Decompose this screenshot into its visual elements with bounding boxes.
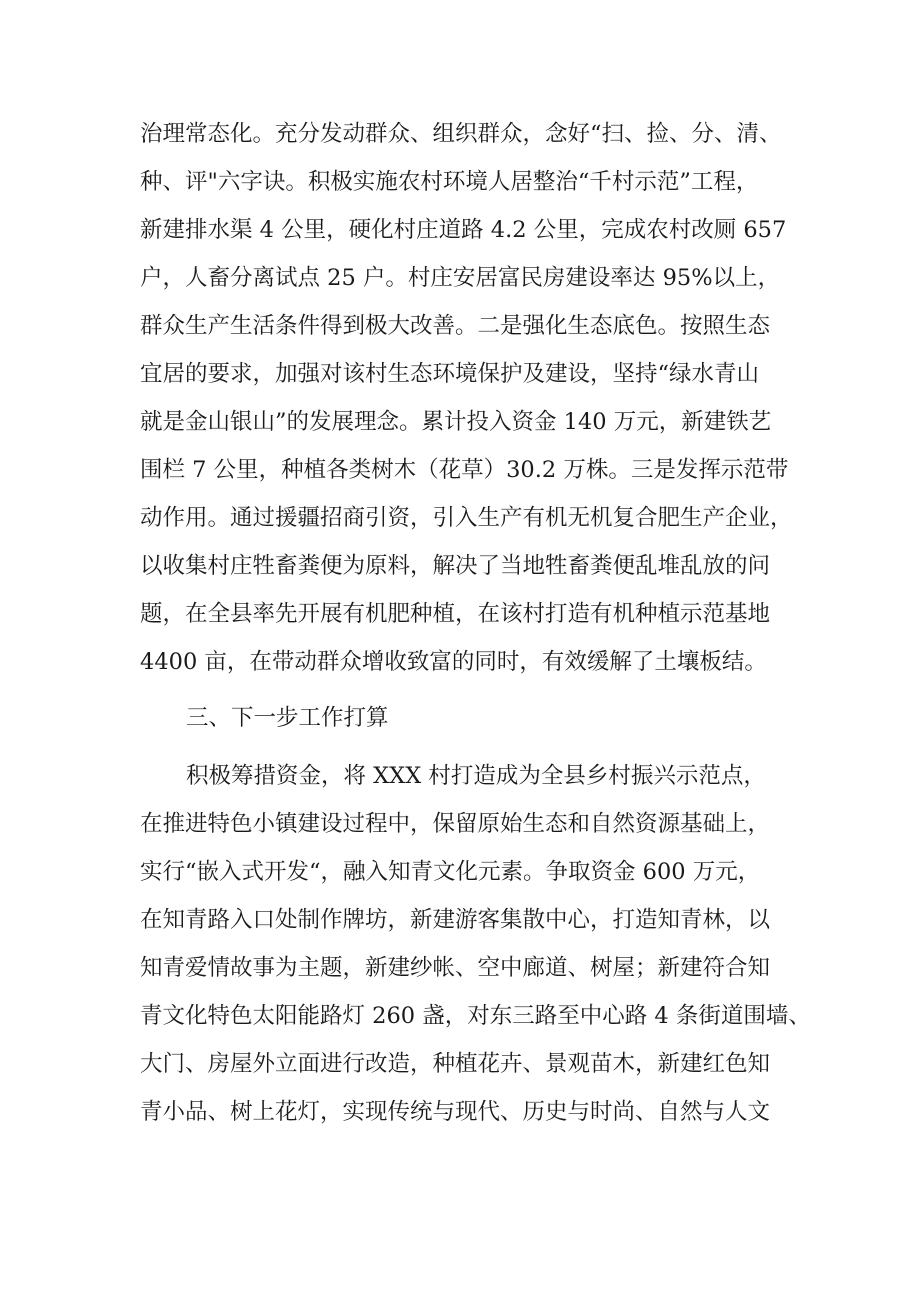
paragraph-line: 动作用。通过援疆招商引资，引入生产有机无机复合肥生产企业，	[140, 505, 793, 531]
paragraph-line: 群众生产生活条件得到极大改善。二是强化生态底色。按照生态	[140, 313, 771, 339]
paragraph-line: 围栏 7 公里，种植各类树木（花草）30.2 万株。三是发挥示范带	[140, 457, 789, 483]
section-heading: 三、下一步工作打算	[186, 705, 389, 731]
paragraph-line: 青文化特色太阳能路灯 260 盏，对东三路至中心路 4 条街道围墙、	[140, 1003, 811, 1029]
paragraph-line: 就是金山银山”的发展理念。累计投入资金 140 万元，新建铁艺	[140, 409, 772, 435]
paragraph-line: 知青爱情故事为主题，新建纱帐、空中廊道、树屋；新建符合知	[140, 955, 771, 981]
paragraph-line: 治理常态化。充分发动群众、组织群众，念好“扫、捡、分、清、	[140, 121, 782, 147]
paragraph-line: 种、评"六字诀。积极实施农村环境人居整治“千村示范”工程，	[140, 169, 759, 195]
paragraph-line: 题，在全县率先开展有机肥种植，在该村打造有机种植示范基地	[140, 601, 771, 627]
paragraph-line: 在知青路入口处制作牌坊，新建游客集散中心，打造知青林，以	[140, 907, 771, 933]
paragraph-line: 以收集村庄牲畜粪便为原料，解决了当地牲畜粪便乱堆乱放的问	[140, 553, 771, 579]
paragraph-line: 4400 亩，在带动群众增收致富的同时，有效缓解了土壤板结。	[140, 649, 767, 675]
paragraph-line: 大门、房屋外立面进行改造，种植花卉、景观苗木，新建红色知	[140, 1051, 771, 1077]
paragraph-line: 新建排水渠 4 公里，硬化村庄道路 4.2 公里，完成农村改厕 657	[140, 217, 787, 243]
paragraph-line: 青小品、树上花灯，实现传统与现代、历史与时尚、自然与人文	[140, 1099, 771, 1125]
paragraph-line: 宜居的要求，加强对该村生态环境保护及建设，坚持“绿水青山	[140, 361, 760, 387]
paragraph-line: 积极筹措资金，将 XXX 村打造成为全县乡村振兴示范点，	[186, 763, 766, 789]
paragraph-line: 户，人畜分离试点 25 户。村庄安居富民房建设率达 95%以上，	[140, 265, 781, 291]
paragraph-line: 在推进特色小镇建设过程中，保留原始生态和自然资源基础上，	[140, 811, 771, 837]
paragraph-line: 实行“嵌入式开发“，融入知青文化元素。争取资金 600 万元，	[140, 859, 761, 885]
